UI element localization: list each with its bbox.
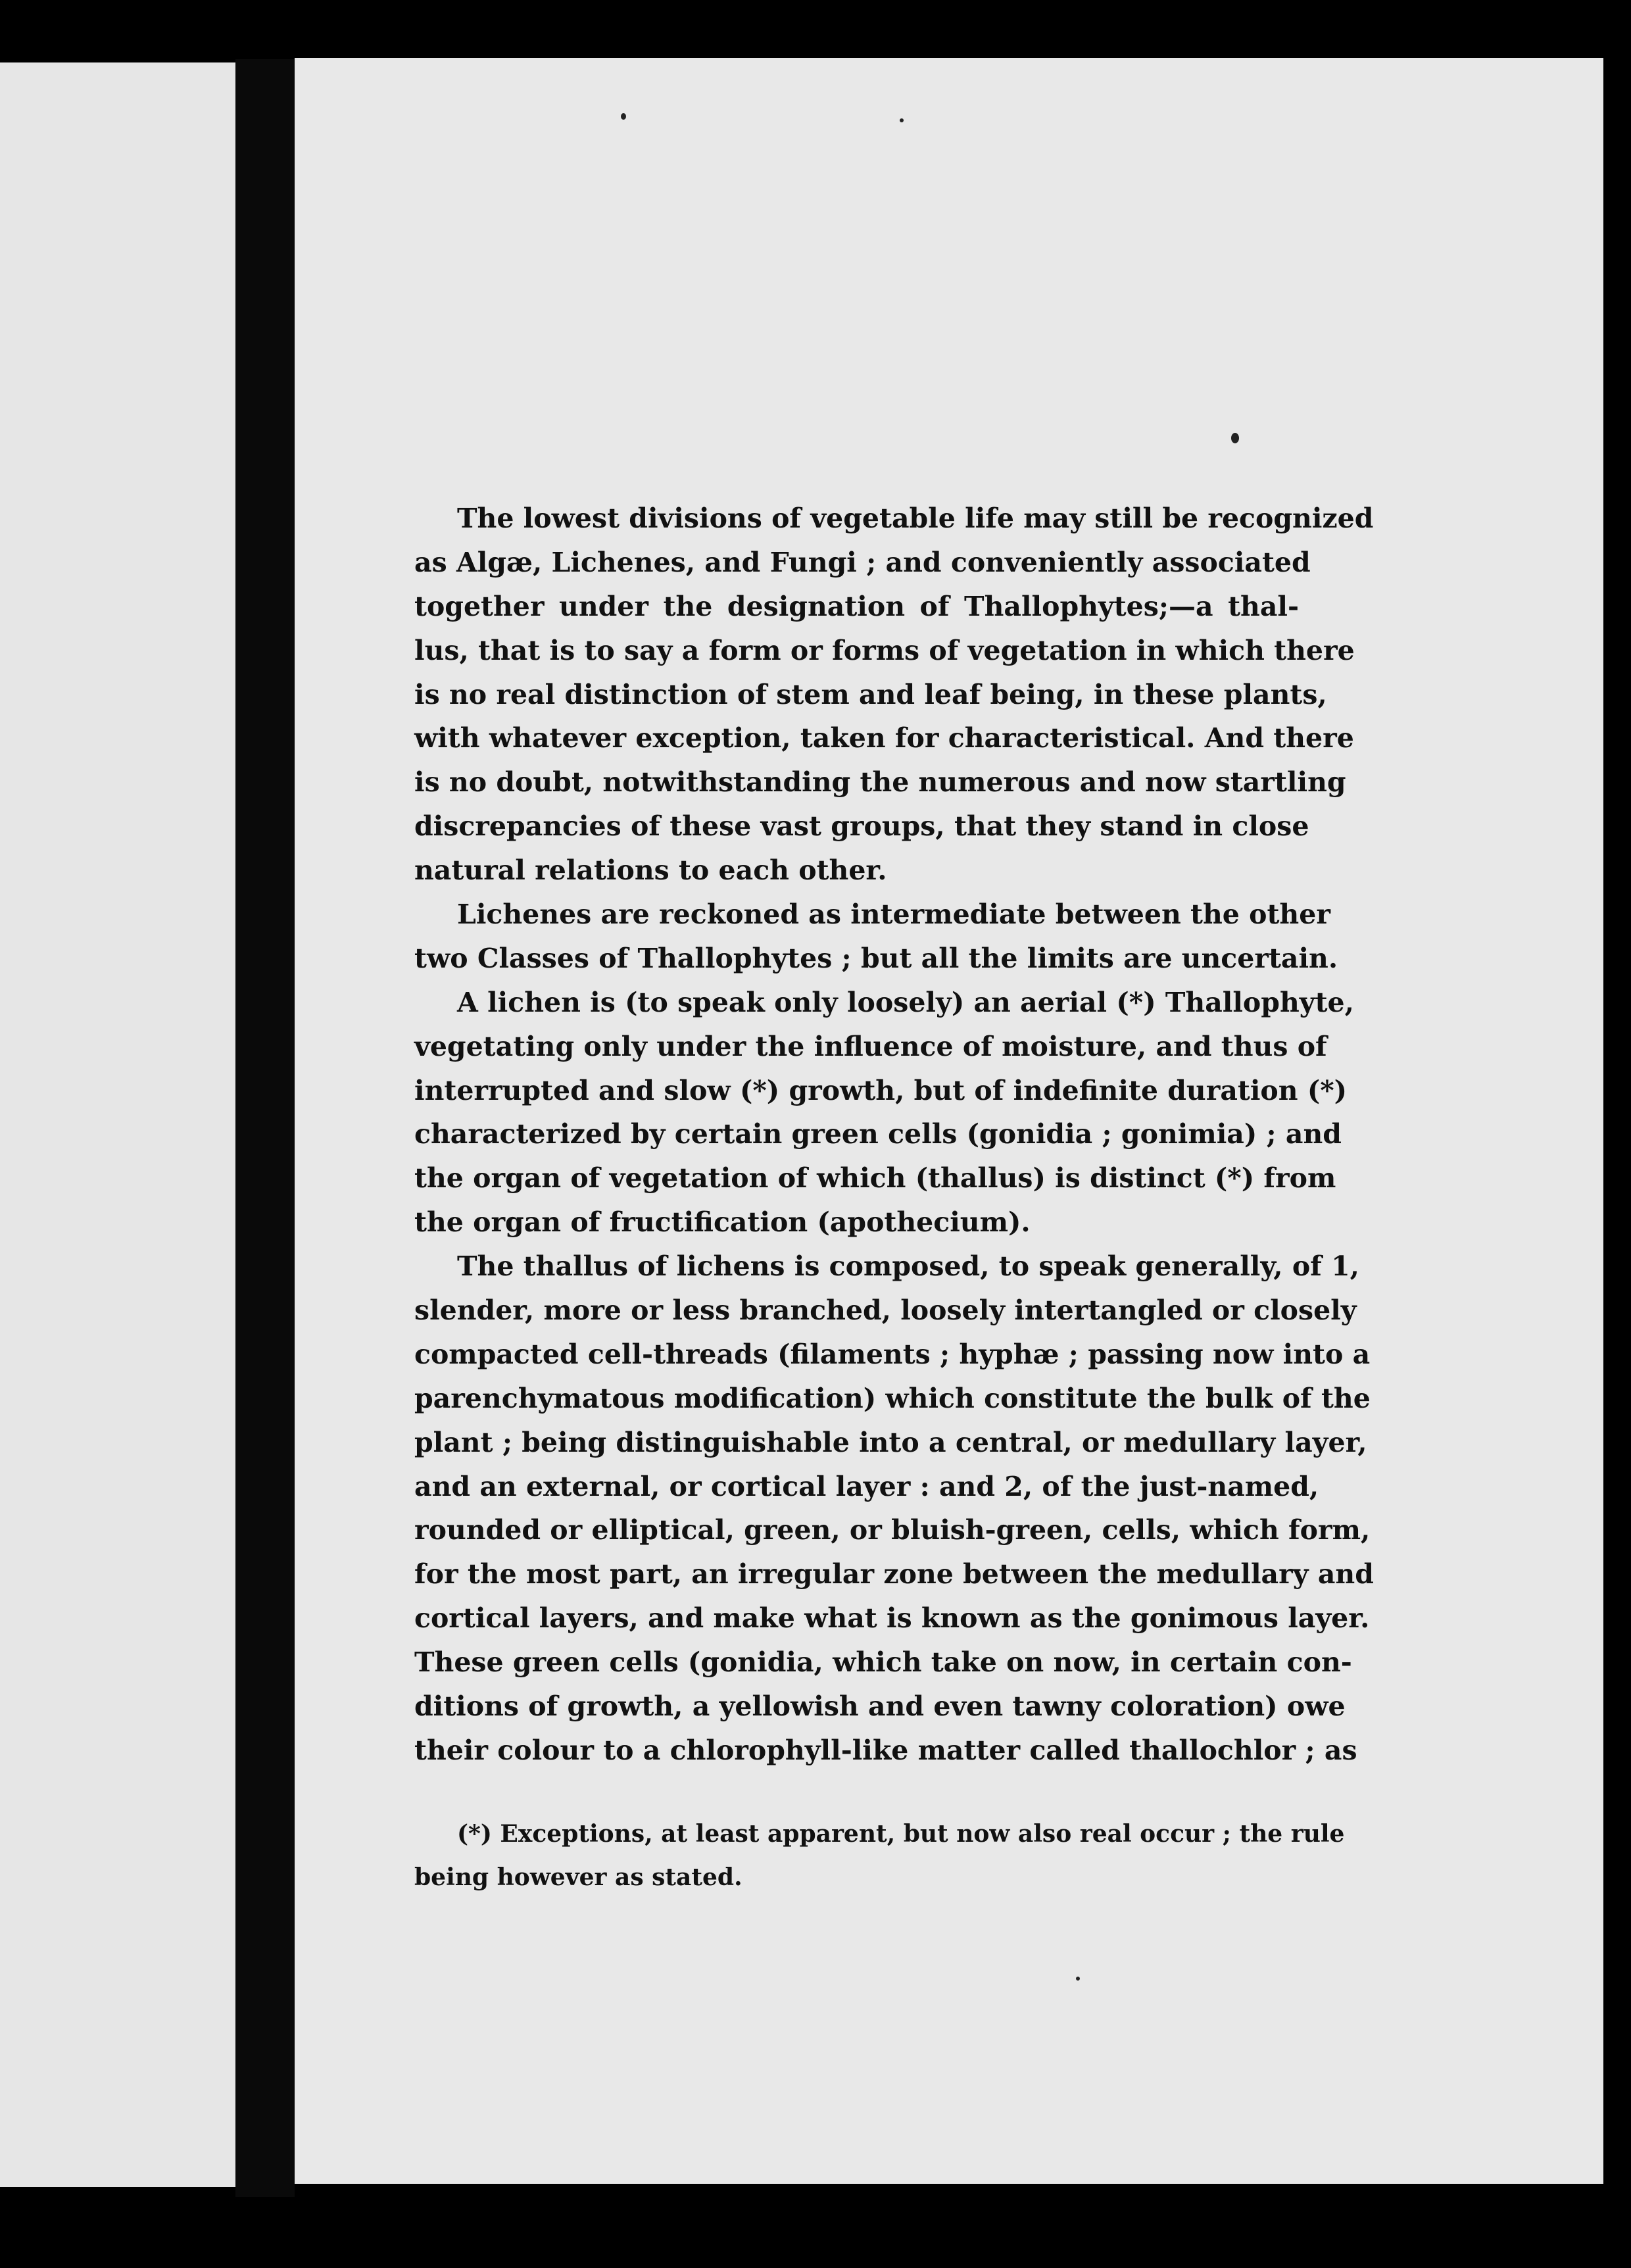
text-line: A lichen is (to speak only loosely) an aerial (*) Thallophyte,	[457, 986, 1354, 1018]
text-line: rounded or elliptical, green, or bluish-green, cells, which form,	[414, 1514, 1371, 1546]
text-line: parenchymatous modification) which constitute the bulk of the	[414, 1382, 1371, 1414]
text-line: their colour to a chlorophyll-like matter called thallochlor ; as	[414, 1734, 1357, 1766]
text-line: is no real distinction of stem and leaf being, in these plants,	[414, 678, 1327, 710]
text-line: with whatever exception, taken for characteristical. And there	[414, 722, 1354, 754]
text-line: The lowest divisions of vegetable life may still be recognized	[457, 503, 1374, 534]
text-line: vegetating only under the influence of moisture, and thus of	[414, 1030, 1327, 1062]
ink-speck	[900, 118, 904, 122]
footnote	[414, 1812, 1345, 1899]
text-line: cortical layers, and make what is known as the gonimous layer.	[414, 1602, 1370, 1635]
text-line: and an external, or cortical layer : and 2, of the just-named,	[414, 1470, 1319, 1502]
text-line: the organ of fructification (apothecium).	[414, 1206, 1031, 1239]
text-line: characterized by certain green cells (gonidia ; gonimia) ; and	[414, 1118, 1342, 1150]
text-line: interrupted and slow (*) growth, but of indefinite duration (*)	[414, 1074, 1348, 1106]
text-line: two Classes of Thallophytes ; but all the limits are uncertain.	[414, 942, 1338, 974]
ink-speck	[621, 113, 626, 120]
text-line: as Algæ, Lichenes, and Fungi ; and conveniently associated	[414, 546, 1311, 578]
ink-speck	[1076, 1977, 1080, 1981]
ink-speck	[1231, 433, 1239, 443]
text-line: the organ of vegetation of which (thallus) is distinct (*) from	[414, 1162, 1336, 1195]
text-line: compacted cell-threads (filaments ; hyphæ ; passing now into a	[414, 1338, 1371, 1370]
book-spine	[235, 59, 295, 2197]
text-line: slender, more or less branched, loosely intertangled or closely	[414, 1294, 1357, 1327]
text-line: ditions of growth, a yellowish and even tawny coloration) owe	[414, 1690, 1346, 1723]
text-line: is no doubt, notwithstanding the numerous and now startling	[414, 766, 1346, 799]
text-line: lus, that is to say a form or forms of vegetation in which there	[414, 634, 1355, 666]
text-line: together under the designation of Thallophytes;—a thal-	[414, 590, 1299, 622]
footnote-line: (*) Exceptions, at least apparent, but now also real occur ; the rule	[457, 1820, 1345, 1848]
text-line: discrepancies of these vast groups, that they stand in close	[414, 810, 1309, 843]
footnote-line: being however as stated.	[414, 1863, 742, 1891]
body-text	[414, 497, 1374, 1773]
text-line: plant ; being distinguishable into a central, or medullary layer,	[414, 1426, 1367, 1458]
text-line: for the most part, an irregular zone between the medullary and	[414, 1558, 1374, 1590]
left-page-edge	[0, 62, 238, 2187]
text-line: The thallus of lichens is composed, to speak generally, of 1,	[457, 1250, 1359, 1283]
text-line: These green cells (gonidia, which take on now, in certain con-	[414, 1646, 1352, 1679]
text-line: natural relations to each other.	[414, 854, 887, 887]
text-line: Lichenes are reckoned as intermediate between the other	[457, 899, 1330, 931]
